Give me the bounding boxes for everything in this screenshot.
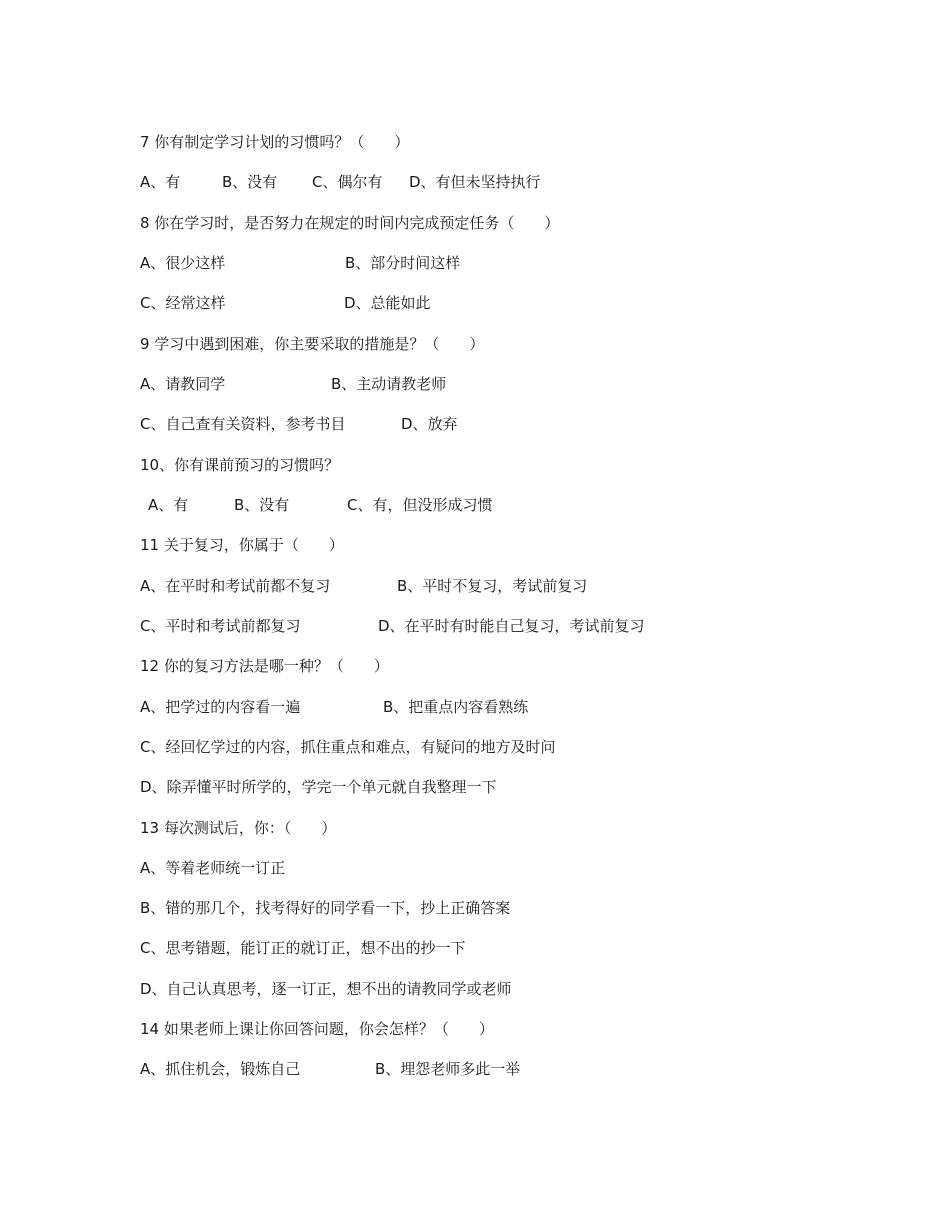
option-b: B、部分时间这样 — [345, 254, 461, 272]
option-d: D、放弃 — [401, 415, 458, 433]
option-a: A、抓住机会，锻炼自己 — [140, 1060, 301, 1078]
question-13-option-b: B、错的那几个，找考得好的同学看一下，抄上正确答案 — [140, 899, 511, 917]
option-b: B、把重点内容看熟练 — [383, 698, 529, 716]
option-a: A、很少这样 — [140, 254, 226, 272]
option-b: B、主动请教老师 — [331, 375, 447, 393]
question-12-option-c: C、经回忆学过的内容，抓住重点和难点，有疑问的地方及时问 — [140, 738, 556, 756]
question-7-stem: 7 你有制定学习计划的习惯吗？（ ） — [140, 133, 410, 151]
question-9-stem: 9 学习中遇到困难，你主要采取的措施是？（ ） — [140, 335, 485, 353]
question-14-stem: 14 如果老师上课让你回答问题，你会怎样？（ ） — [140, 1020, 494, 1038]
question-13-option-a: A、等着老师统一订正 — [140, 859, 286, 877]
question-11-stem: 11 关于复习，你属于（ ） — [140, 536, 344, 554]
question-12-stem: 12 你的复习方法是哪一种？（ ） — [140, 657, 389, 675]
option-b: B、埋怨老师多此一举 — [375, 1060, 521, 1078]
option-d: D、有但未坚持执行 — [409, 173, 541, 191]
question-10-stem: 10、你有课前预习的习惯吗？ — [140, 456, 340, 474]
option-c: C、经常这样 — [140, 294, 226, 312]
question-13-option-c: C、思考错题，能订正的就订正，想不出的抄一下 — [140, 939, 466, 957]
option-b: B、没有 — [234, 496, 290, 514]
question-13-option-d: D、自己认真思考，逐一订正，想不出的请教同学或老师 — [140, 980, 512, 998]
question-12-option-d: D、除弄懂平时所学的，学完一个单元就自我整理一下 — [140, 778, 497, 796]
option-c: C、偶尔有 — [312, 173, 383, 191]
option-b: B、平时不复习，考试前复习 — [397, 577, 588, 595]
option-d: D、总能如此 — [344, 294, 431, 312]
option-b: B、没有 — [222, 173, 278, 191]
option-a: A、把学过的内容看一遍 — [140, 698, 301, 716]
option-c: C、自己查有关资料，参考书目 — [140, 415, 346, 433]
option-a: A、在平时和考试前都不复习 — [140, 577, 331, 595]
option-a: A、有 — [140, 173, 181, 191]
question-8-stem: 8 你在学习时，是否努力在规定的时间内完成预定任务（ ） — [140, 214, 560, 232]
option-c: C、有，但没形成习惯 — [347, 496, 493, 514]
option-d: D、在平时有时能自己复习，考试前复习 — [378, 617, 645, 635]
option-c: C、平时和考试前都复习 — [140, 617, 301, 635]
question-13-stem: 13 每次测试后，你：（ ） — [140, 819, 337, 837]
option-a: A、请教同学 — [140, 375, 226, 393]
option-a: A、有 — [148, 496, 189, 514]
